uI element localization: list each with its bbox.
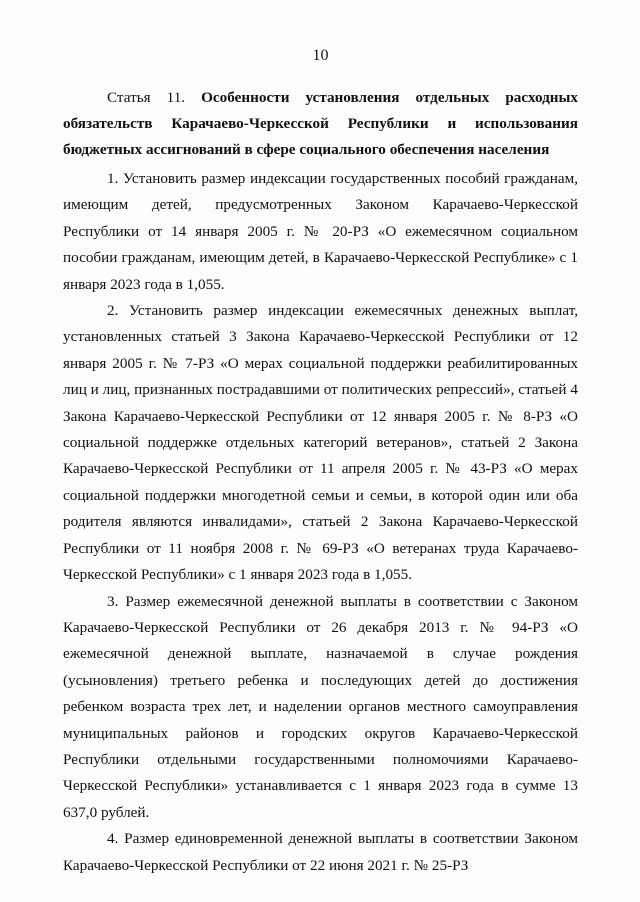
paragraph-1: 1. Установить размер индексации государственных пособий гражданам, имеющим детей, предусмотренных Законом Карачаево-Черкесской Республики от 14 января 2005 г. № 20-РЗ «О ежемесячном социальном пособии гражданам, имеющим детей, в Карачаево-Черкесской Республике» с 1 января 2023 года в 1,055. (63, 170, 578, 293)
paragraph-3: 3. Размер ежемесячной денежной выплаты в соответствии с Законом Карачаево-Черкесской Республики от 26 декабря 2013 г. № 94-РЗ «О ежемесячной денежной выплате, назначаемой в случае рождения (усыновления) третьего ребенка и последующих детей до достижения ребенком возраста трех лет, и наделении органов местного самоуправления муниципальных районов и городских округов Карачаево-Черкесской Республики отдельными государственными полномочиями Карачаево-Черкесской Республики» устанавливается с 1 января 2023 года в сумме 13 637,0 рублей. (63, 592, 578, 821)
article-label: Статья 11. (107, 89, 186, 106)
article-heading (63, 85, 578, 163)
article-title: Особенности установления отдельных расходных обязательств Карачаево-Черкесской Республики и использования бюджетных ассигнований в сфере социального обеспечения населения (63, 89, 578, 158)
page-number: 10 (312, 47, 329, 64)
paragraph-2: 2. Установить размер индексации ежемесячных денежных выплат, установленных статьей 3 Закона Карачаево-Черкесской Республики от 12 января 2005 г. № 7-РЗ «О мерах социальной поддержки реабилитированных лиц и лиц, признанных пострадавшими от политических репрессий», статьей 4 Закона Карачаево-Черкесской Республики от 12 января 2005 г. № 8-РЗ «О социальной поддержке отдельных категорий ветеранов», статьей 2 Закона Карачаево-Черкесской Республики от 11 апреля 2005 г. № 43-РЗ «О мерах социальной поддержки многодетной семьи и семьи, в которой один или оба родителя являются инвалидами», статьей 2 Закона Карачаево-Черкесской Республики от 11 ноября 2008 г. № 69-РЗ «О ветеранах труда Карачаево-Черкесской Республики» с 1 января 2023 года в 1,055. (63, 302, 578, 584)
paragraph-4: 4. Размер единовременной денежной выплаты в соответствии Законом Карачаево-Черкесской Республики от 22 июня 2021 г. № 25-РЗ (63, 830, 578, 874)
